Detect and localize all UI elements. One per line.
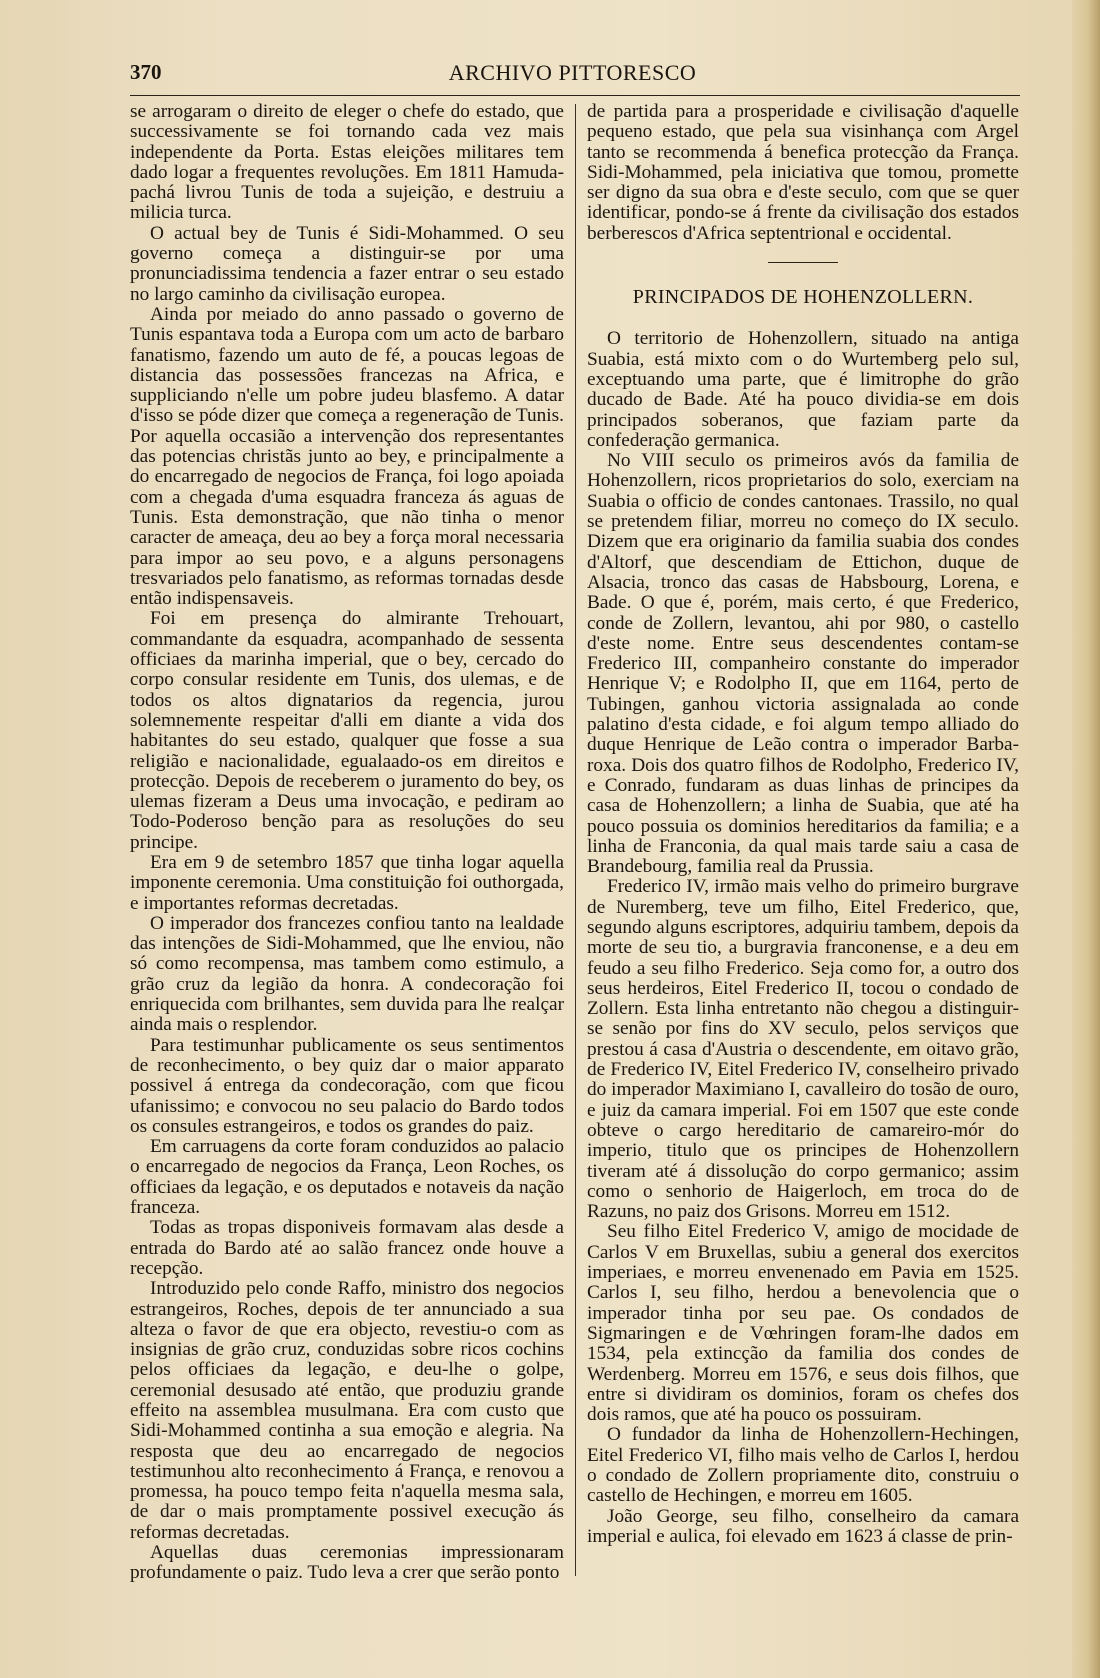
paragraph: Aquellas duas ceremonias impressionaram profundamente o paiz. Tudo leva a crer que serão ponto [130,1542,564,1584]
paragraph: Era em 9 de setembro 1857 que tinha logar aquella imponente ceremonia. Uma constituição foi outhorgada, e importantes reformas decretadas. [130,851,564,914]
paragraph: Seu filho Eitel Frederico V, amigo de mocidade de Carlos V em Bruxellas, subiu a general dos exercitos imperiaes, e morreu envenenado em Pavia em 1525. Carlos I, seu filho, herdou a benevolencia que o imperador tinha por seu pae. Os condados de Sigmaringen e de Vœhringen foram-lhe dados em 1534, pela extincção da familia dos condes de Werdenberg. Morreu em 1576, e seus dois filhos, que entre si dividiram os dominios, foram os chefes dos dois ramos, que até ha pouco os possuiram. [587,1221,1019,1426]
left-column [130,102,564,1584]
paragraph: se arrogaram o direito de eleger o chefe do estado, que successivamente se foi tornando cada vez mais independente da Porta. Estas eleições militares tem dado logar a frequentes revoluções. Em 1811 Hamuda-pachá livrou Tunis de toda a sujeição, e destruiu a milicia turca. [130,101,564,224]
running-head [130,60,1020,94]
paragraph: de partida para a prosperidade e civilisação d'aquelle pequeno estado, que pela sua visinhança com Argel tanto se recommenda á benefica protecção da França. Sidi-Mohammed, pela iniciativa que tomou, promette ser digno da sua obra e d'este seculo, com que se quer identificar, pondo-se á frente da civilisação dos estados berberescos d'Africa septentrional e occidental. [587,101,1019,244]
paragraph: Todas as tropas disponiveis formavam alas desde a entrada do Bardo até ao salão francez onde houve a recepção. [130,1217,564,1279]
paragraph: Foi em presença do almirante Trehouart, commandante da esquadra, acompanhado de sessenta officiaes da marinha imperial, que o bey, cercado do corpo consular residente em Tunis, dos ulemas, e de todos os altos dignatarios da regencia, jurou solemnemente respeitar d'alli em diante a vida dos habitantes do seu estado, qualquer que fosse a sua religião e nacionalidade, egualaado-os em direitos e protecção. Depois de receberem o juramento do bey, os ulemas fizeram a Deus uma invocação, e pediram ao Todo-Poderoso benção para as resoluções do seu principe. [130,608,564,853]
paragraph: Ainda por meiado do anno passado o governo de Tunis espantava toda a Europa com um acto de barbaro fanatismo, fazendo um auto de fé, a poucas legoas de distancia das possessões francezas na Africa, e suppliciando n'elle um pobre judeu blasfemo. A datar d'isso se póde dizer que começa a regeneração de Tunis. Por aquella occasião a intervenção dos representantes das potencias christãs junto ao bey, e principalmente a do encarregado de negocios de França, foi logo apoiada com a chegada d'uma esquadra franceza ás aguas de Tunis. Esta demonstração, que não tinha o menor caracter de ameaça, deu ao bey a força moral necessaria para impor ao seu povo, e a alguns personagens tresvariados pelo fanatismo, as reformas tornadas desde então indispensaveis. [130,303,564,610]
paragraph: Introduzido pelo conde Raffo, ministro dos negocios estrangeiros, Roches, depois de ter annunciado a sua alteza o favor de que era objecto, revestiu-o com as insignias de grão cruz, conduzidas sobre ricos cochins pelos officiaes da legação, e deu-lhe o golpe, ceremonial desusado até então, que produziu grande effeito na assemblea musulmana. Era com custo que Sidi-Mohammed continha a sua emoção e alegria. Na resposta que deu ao encarregado de negocios testimunhou alto reconhecimento á França, e renovou a promessa, ha pouco tempo feita n'aquella mesma sala, de dar o mais promptamente possivel execução ás reformas decretadas. [130,1278,564,1543]
journal-title: ARCHIVO PITTORESCO [448,60,697,85]
section-separator [768,262,838,263]
right-column [587,102,1019,1547]
paragraph: O fundador da linha de Hohenzollern-Hechingen, Eitel Frederico VI, filho mais velho de Carlos I, herdou o condado de Zollern propriamente dito, construiu o castello de Hechingen, e morreu em 1605. [587,1424,1019,1507]
paragraph: O imperador dos francezes confiou tanto na lealdade das intenções de Sidi-Mohammed, que lhe enviou, não só como recompensa, mas tambem como estimulo, a grão cruz da legião da honra. A condecoração foi enriquecida com brilhantes, sem duvida para lhe realçar ainda mais o resplendor. [130,912,564,1036]
page-number: 370 [130,60,162,84]
section-heading: PRINCIPADOS DE HOHENZOLLERN. [632,286,974,309]
column-divider [575,104,576,1576]
paragraph: O territorio de Hohenzollern, situado na antiga Suabia, está mixto com o do Wurtemberg pelo sul, exceptuando uma parte, que é limitrophe do grão ducado de Bade. Até ha pouco dividia-se em dois principados soberanos, que faziam parte da confederação germanica. [587,328,1019,451]
paragraph: Para testimunhar publicamente os seus sentimentos de reconhecimento, o bey quiz dar o maior apparato possivel á entrega da condecoração, com que ficou ufanissimo; e convocou no seu palacio do Bardo todos os consules estrangeiros, e todos os grandes do paiz. [130,1034,564,1137]
paragraph: No VIII seculo os primeiros avós da familia de Hohenzollern, ricos proprietarios do solo, exerciam na Suabia o officio de condes cantonaes. Trassilo, no qual se pretendem filiar, morreu no começo do IX seculo. Dizem que era originario da familia suabia dos condes d'Altorf, que descendiam de Ettichon, duque de Alsacia, tronco das casas de Habsbourg, Lorena, e Bade. O que é, porém, mais certo, é que Frederico, conde de Zollern, levantou, ahi por 980, o castello d'este nome. Entre seus descendentes contam-se Frederico III, companheiro constante do imperador Henrique V; e Rodolpho II, que em 1164, perto de Tubingen, ganhou victoria assignalada ao conde palatino d'esta cidade, e foi algum tempo alliado do duque Henrique de Leão contra o imperador Barba-roxa. Dois dos quatro filhos de Rodolpho, Frederico IV, e Conrado, fundaram as duas linhas de principes da casa de Hohenzollern; a linha de Suabia, que até ha pouco possuia os dominios hereditarios da familia; e a linha de Franconia, da qual mais tarde saiu a casa de Brandebourg, familia real da Prussia. [587,450,1019,878]
page-edge-shadow [1072,0,1100,1678]
paragraph: O actual bey de Tunis é Sidi-Mohammed. O seu governo começa a distinguir-se por uma pronunciadissima tendencia a fazer entrar o seu estado no largo caminho da civilisação europea. [130,222,564,305]
paragraph: Frederico IV, irmão mais velho do primeiro burgrave de Nuremberg, teve um filho, Eitel Frederico, que, segundo alguns escriptores, adquiriu tambem, depois da morte de seu tio, a burgravia franconense, e a deu em feudo a seu filho Frederico. Seja como for, a outro dos seus herdeiros, Eitel Frederico II, tocou o condado de Zollern. Esta linha entretanto não chegou a distinguir-se senão por fins do XV seculo, pelos serviços que prestou á casa d'Austria o descendente, em oitavo grão, de Frederico IV, Eitel Frederico IV, conselheiro privado do imperador Maximiano I, cavalleiro do tosão de ouro, e juiz da camara imperial. Foi em 1507 que este conde obteve o cargo hereditario de camareiro-mór do imperio, titulo que os principes de Hohenzollern tiveram até á dissolução do corpo germanico; assim como o senhorio de Haigerloch, em troca do de Razuns, no paiz dos Grisons. Morreu em 1512. [587,876,1019,1223]
paragraph: Em carruagens da corte foram conduzidos ao palacio o encarregado de negocios da França, Leon Roches, os officiaes da legação, e os deputados e notaveis da nação franceza. [130,1136,564,1219]
paragraph: João George, seu filho, conselheiro da camara imperial e aulica, foi elevado em 1623 á classe de prin- [587,1505,1019,1547]
header-rule [130,95,1020,96]
